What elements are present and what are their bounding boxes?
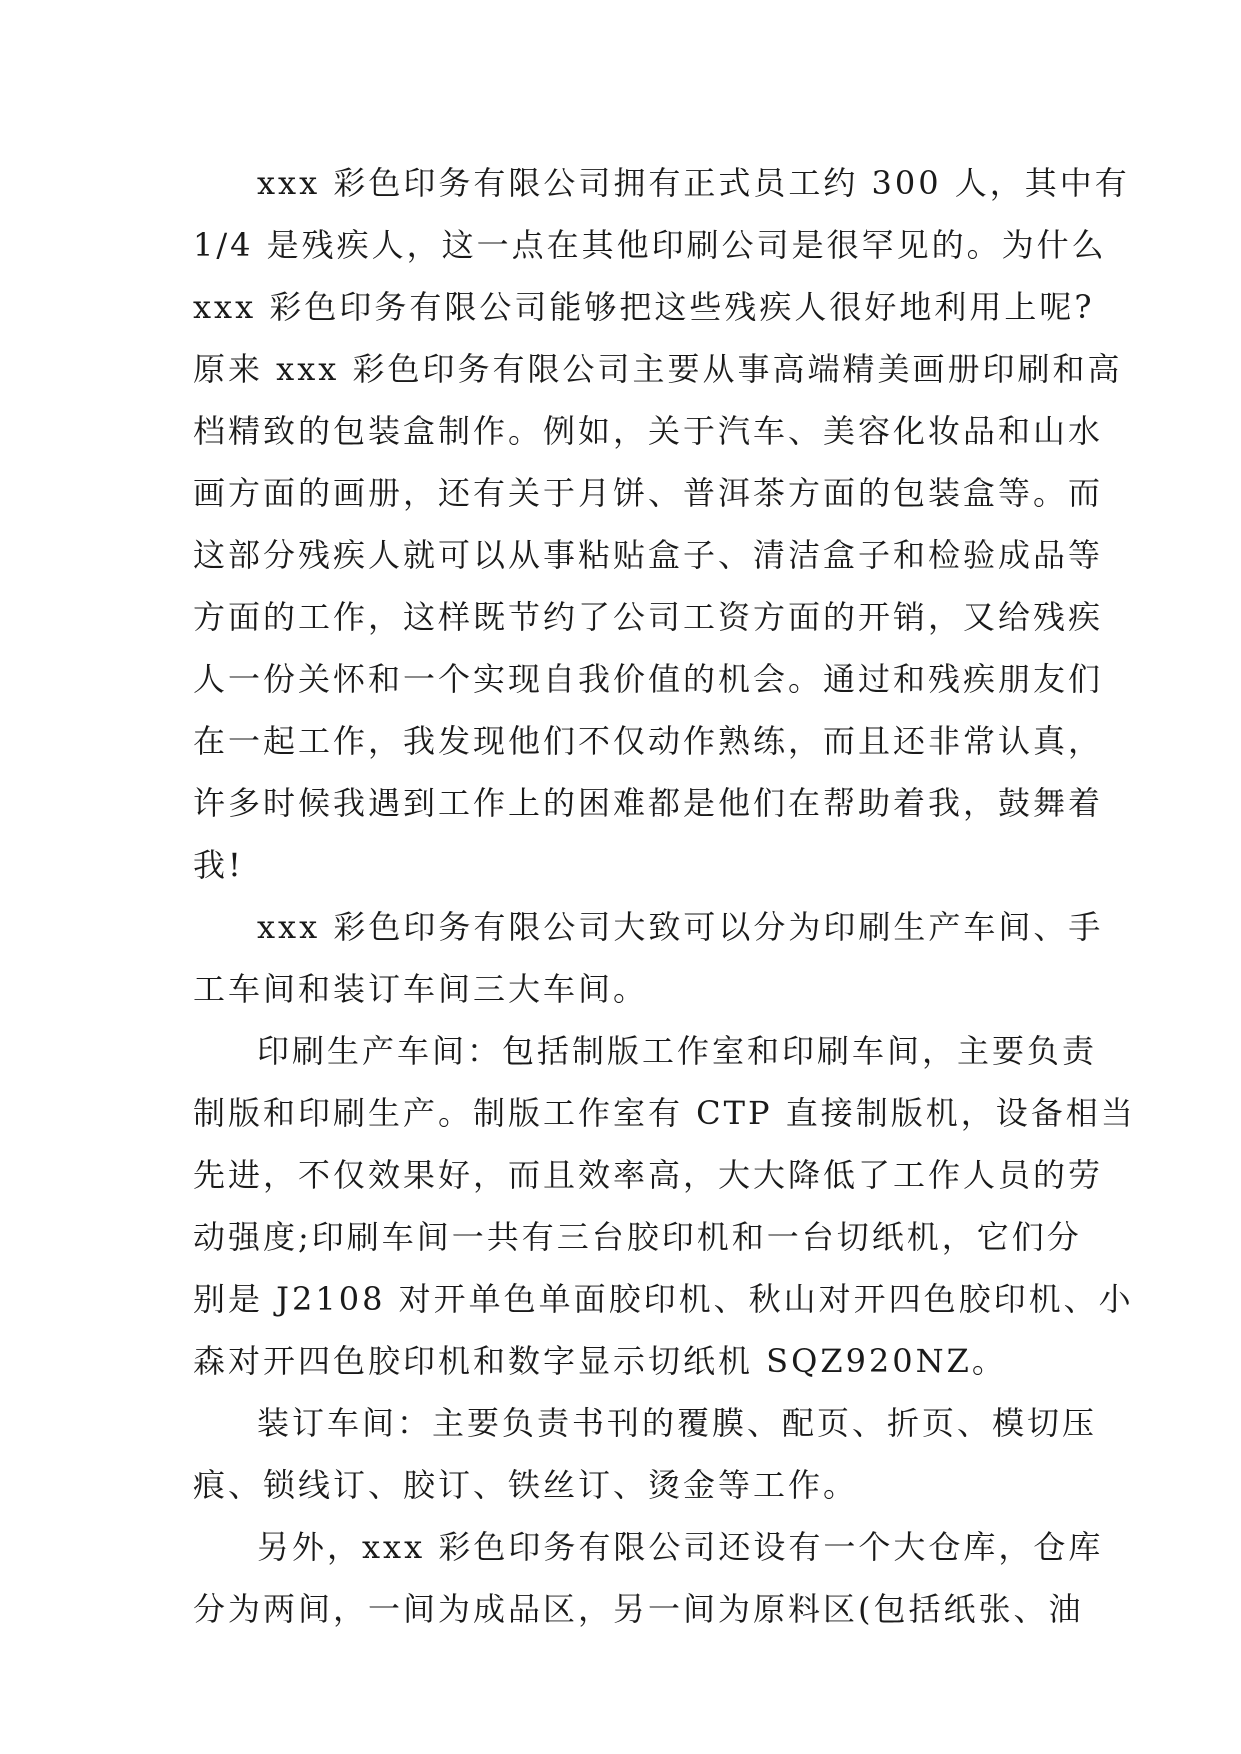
text-line: 方面的工作，这样既节约了公司工资方面的开销，又给残疾 [193, 598, 1104, 636]
text-line: 人一份关怀和一个实现自我价值的机会。通过和残疾朋友们 [193, 660, 1104, 698]
text-line: 印刷生产车间：包括制版工作室和印刷车间，主要负责 [257, 1032, 1098, 1070]
text-line: 装订车间：主要负责书刊的覆膜、配页、折页、模切压 [257, 1404, 1098, 1442]
text-line: 许多时候我遇到工作上的困难都是他们在帮助着我，鼓舞着 [193, 784, 1104, 822]
text-line: 我! [193, 846, 244, 884]
text-line: 画方面的画册，还有关于月饼、普洱茶方面的包装盒等。而 [193, 474, 1104, 512]
text-line: 这部分残疾人就可以从事粘贴盒子、清洁盒子和检验成品等 [193, 536, 1104, 574]
text-line: 动强度;印刷车间一共有三台胶印机和一台切纸机，它们分 [193, 1218, 1082, 1256]
text-line: 先进，不仅效果好，而且效率高，大大降低了工作人员的劳 [193, 1156, 1104, 1194]
text-line: 1/4 是残疾人，这一点在其他印刷公司是很罕见的。为什么 [193, 226, 1107, 264]
paragraph-warehouse [193, 1516, 1104, 1640]
text-line: xxx 彩色印务有限公司能够把这些残疾人很好地利用上呢? [193, 288, 1095, 326]
text-line: 原来 xxx 彩色印务有限公司主要从事高端精美画册印刷和高 [193, 350, 1123, 388]
text-line: 工车间和装订车间三大车间。 [193, 970, 649, 1008]
text-line: 制版和印刷生产。制版工作室有 CTP 直接制版机，设备相当 [193, 1094, 1136, 1132]
text-line: 痕、锁线订、胶订、铁丝订、烫金等工作。 [193, 1466, 859, 1504]
paragraph-printing-workshop [193, 1020, 1136, 1392]
text-line: 森对开四色胶印机和数字显示切纸机 SQZ920NZ。 [193, 1342, 1007, 1380]
text-line: 另外，xxx 彩色印务有限公司还设有一个大仓库，仓库 [257, 1528, 1104, 1566]
text-line: 在一起工作，我发现他们不仅动作熟练，而且还非常认真， [193, 722, 1104, 760]
text-line: xxx 彩色印务有限公司拥有正式员工约 300 人，其中有 [257, 164, 1130, 202]
text-line: 档精致的包装盒制作。例如，关于汽车、美容化妆品和山水 [193, 412, 1104, 450]
text-line: xxx 彩色印务有限公司大致可以分为印刷生产车间、手 [257, 908, 1104, 946]
document-page [193, 152, 1136, 1640]
text-line: 分为两间，一间为成品区，另一间为原料区(包括纸张、油 [193, 1590, 1084, 1628]
paragraph-workshops [193, 896, 1104, 1020]
text-line: 别是 J2108 对开单色单面胶印机、秋山对开四色胶印机、小 [193, 1280, 1134, 1318]
paragraph-employees [193, 152, 1130, 896]
paragraph-binding-workshop [193, 1392, 1098, 1516]
